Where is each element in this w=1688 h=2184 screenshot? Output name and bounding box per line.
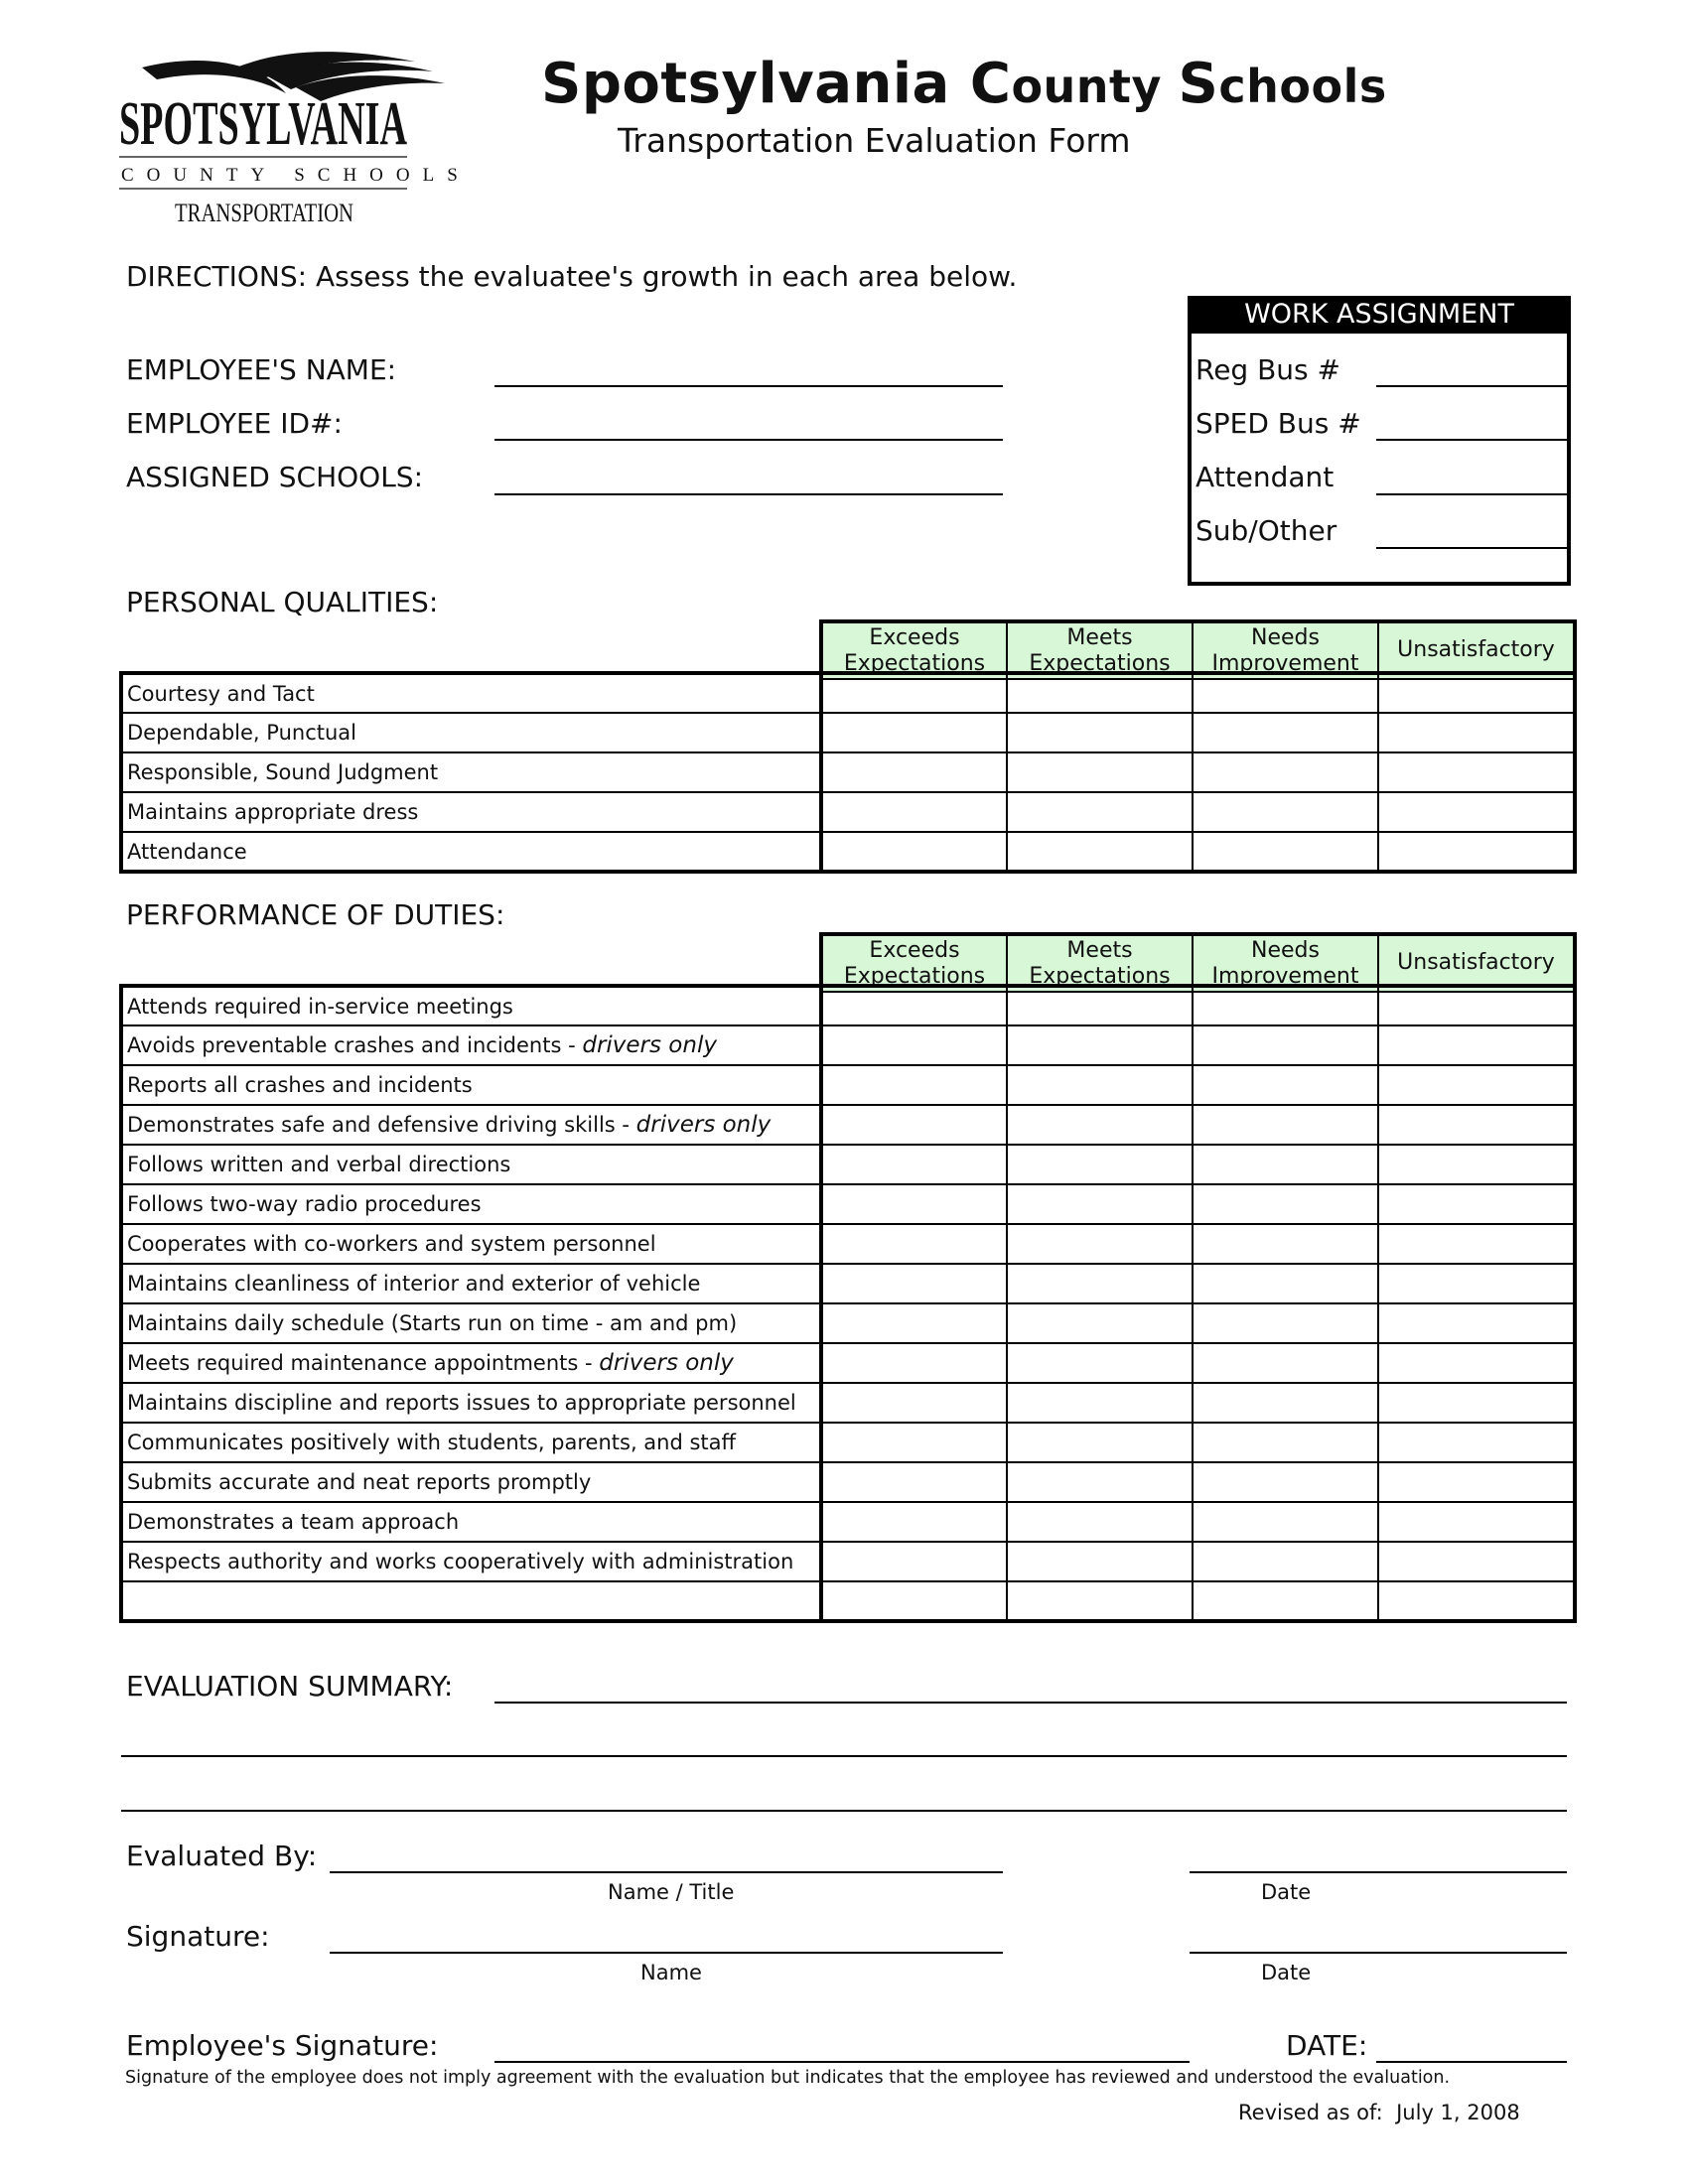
pd-item-label: Follows two-way radio procedures: [121, 1184, 821, 1224]
pd-header-unsat: Unsatisfactory: [1378, 934, 1575, 992]
pq-rating-cell-exceeds[interactable]: [821, 673, 1007, 713]
pq-item-label: Courtesy and Tact: [121, 673, 821, 713]
pd-item-label: Reports all crashes and incidents: [121, 1065, 821, 1105]
pd-rating-cell-meets[interactable]: [1007, 986, 1193, 1025]
pd-rating-cell-meets[interactable]: [1007, 1264, 1193, 1303]
pd-rating-cell-meets[interactable]: [1007, 1423, 1193, 1462]
pd-rating-cell-needs[interactable]: [1193, 1224, 1378, 1264]
pd-rating-cell-exceeds[interactable]: [821, 1303, 1007, 1343]
sub-other-label: Sub/Other: [1196, 514, 1337, 547]
pd-rating-cell-meets[interactable]: [1007, 1383, 1193, 1423]
pd-rating-cell-exceeds[interactable]: [821, 1105, 1007, 1145]
signature-date-field[interactable]: [1190, 1952, 1567, 1954]
pq-rating-cell-unsat[interactable]: [1378, 673, 1575, 713]
sped-bus-field[interactable]: [1376, 439, 1567, 441]
performance-table: [119, 984, 1577, 1623]
pq-rating-cell-meets[interactable]: [1007, 713, 1193, 752]
pd-row: [121, 1065, 1575, 1105]
pd-item-label: Attends required in-service meetings: [121, 986, 821, 1025]
employee-name-field[interactable]: [494, 385, 1003, 387]
pd-rating-cell-meets[interactable]: [1007, 1581, 1193, 1621]
pd-rating-cell-needs[interactable]: [1193, 1343, 1378, 1383]
pd-rating-cell-exceeds[interactable]: [821, 1423, 1007, 1462]
name-title-caption: Name / Title: [608, 1880, 735, 1904]
pd-rating-cell-meets[interactable]: [1007, 1184, 1193, 1224]
pq-rating-cell-needs[interactable]: [1193, 673, 1378, 713]
pd-rating-cell-exceeds[interactable]: [821, 1065, 1007, 1105]
pd-row: [121, 1462, 1575, 1502]
pd-row: [121, 1184, 1575, 1224]
pd-rating-cell-unsat[interactable]: [1378, 1145, 1575, 1184]
pd-rating-cell-unsat[interactable]: [1378, 1184, 1575, 1224]
evaluator-date-field[interactable]: [1190, 1871, 1567, 1873]
pd-item-label: Maintains discipline and reports issues to appropriate personnel: [121, 1383, 821, 1423]
pq-rating-cell-meets[interactable]: [1007, 832, 1193, 872]
employee-signature-field[interactable]: [494, 2061, 1190, 2063]
pd-item-label: Maintains cleanliness of interior and exterior of vehicle: [121, 1264, 821, 1303]
pd-rating-cell-unsat[interactable]: [1378, 1581, 1575, 1621]
pd-rating-cell-needs[interactable]: [1193, 1264, 1378, 1303]
employee-name-label: EMPLOYEE'S NAME:: [126, 353, 397, 386]
pd-header-meets: Meets Expectations: [1007, 934, 1193, 992]
pd-rating-cell-exceeds[interactable]: [821, 1462, 1007, 1502]
pd-rating-cell-meets[interactable]: [1007, 1065, 1193, 1105]
attendant-label: Attendant: [1196, 461, 1335, 493]
employee-date-label: DATE:: [1286, 2029, 1368, 2062]
pd-item-label: Respects authority and works cooperatively with administration: [121, 1542, 821, 1581]
summary-line-3[interactable]: [121, 1810, 1567, 1812]
performance-title: PERFORMANCE OF DUTIES:: [126, 898, 505, 931]
revised-label: Revised as of: July 1, 2008: [1238, 2101, 1520, 2124]
pd-row: [121, 1105, 1575, 1145]
pd-rating-cell-needs[interactable]: [1193, 1502, 1378, 1542]
pq-header-meets: Meets Expectations: [1007, 621, 1193, 679]
pq-rating-cell-exceeds[interactable]: [821, 713, 1007, 752]
pd-item-label: Meets required maintenance appointments - drivers only: [121, 1343, 821, 1383]
pq-rating-cell-exceeds[interactable]: [821, 792, 1007, 832]
pd-rating-cell-needs[interactable]: [1193, 1105, 1378, 1145]
pd-rating-cell-needs[interactable]: [1193, 1542, 1378, 1581]
pd-rating-cell-unsat[interactable]: [1378, 1462, 1575, 1502]
pd-rating-cell-meets[interactable]: [1007, 1025, 1193, 1065]
pq-rating-cell-needs[interactable]: [1193, 792, 1378, 832]
pq-row: [121, 832, 1575, 872]
attendant-field[interactable]: [1376, 493, 1567, 495]
pd-rating-cell-unsat[interactable]: [1378, 1383, 1575, 1423]
pd-item-label: Maintains daily schedule (Starts run on time - am and pm): [121, 1303, 821, 1343]
name-caption: Name: [640, 1961, 702, 1984]
pd-rating-cell-meets[interactable]: [1007, 1343, 1193, 1383]
pq-rating-cell-exceeds[interactable]: [821, 832, 1007, 872]
pd-rating-cell-unsat[interactable]: [1378, 1542, 1575, 1581]
pd-row: [121, 1145, 1575, 1184]
pd-rating-cell-needs[interactable]: [1193, 1423, 1378, 1462]
pd-row: [121, 1224, 1575, 1264]
employee-id-field[interactable]: [494, 439, 1003, 441]
pd-rating-cell-unsat[interactable]: [1378, 1025, 1575, 1065]
pd-rating-cell-needs[interactable]: [1193, 1581, 1378, 1621]
logo-text: SPOTSYLVANIA: [119, 90, 408, 158]
drivers-only-note: drivers only: [582, 1032, 717, 1058]
signature-label: Signature:: [126, 1920, 270, 1953]
summary-line-2[interactable]: [121, 1755, 1567, 1757]
reg-bus-label: Reg Bus #: [1196, 353, 1341, 386]
pq-row: [121, 792, 1575, 832]
pd-rating-cell-unsat[interactable]: [1378, 1065, 1575, 1105]
evaluation-summary-title: EVALUATION SUMMARY:: [126, 1670, 454, 1703]
pd-rating-cell-needs[interactable]: [1193, 1303, 1378, 1343]
pq-rating-cell-unsat[interactable]: [1378, 792, 1575, 832]
pq-rating-cell-unsat[interactable]: [1378, 713, 1575, 752]
pd-rating-cell-unsat[interactable]: [1378, 986, 1575, 1025]
pq-row: [121, 713, 1575, 752]
pq-item-label: Responsible, Sound Judgment: [121, 752, 821, 792]
pd-item-label: Communicates positively with students, parents, and staff: [121, 1423, 821, 1462]
pq-header-exceeds: Exceeds Expectations: [821, 621, 1007, 679]
pd-rating-cell-exceeds[interactable]: [821, 1383, 1007, 1423]
personal-qualities-title: PERSONAL QUALITIES:: [126, 586, 439, 618]
pd-item-label: Follows written and verbal directions: [121, 1145, 821, 1184]
employee-signature-label: Employee's Signature:: [126, 2029, 439, 2062]
pd-row: [121, 1581, 1575, 1621]
pd-rating-cell-meets[interactable]: [1007, 1502, 1193, 1542]
pd-rating-cell-needs[interactable]: [1193, 1462, 1378, 1502]
pd-rating-cell-unsat[interactable]: [1378, 1423, 1575, 1462]
sub-other-field[interactable]: [1376, 547, 1567, 549]
pd-rating-cell-meets[interactable]: [1007, 1542, 1193, 1581]
pd-rating-cell-meets[interactable]: [1007, 1224, 1193, 1264]
pq-rating-cell-meets[interactable]: [1007, 792, 1193, 832]
pq-row: [121, 673, 1575, 713]
assigned-schools-field[interactable]: [494, 493, 1003, 495]
pd-rating-cell-exceeds[interactable]: [821, 1264, 1007, 1303]
personal-qualities-table: [119, 671, 1577, 874]
signature-field[interactable]: [330, 1952, 1003, 1954]
pd-rating-cell-exceeds[interactable]: [821, 1145, 1007, 1184]
disclaimer-text: Signature of the employee does not imply agreement with the evaluation but indicates that the employee has reviewed and understood the evaluation.: [125, 2068, 1451, 2088]
pq-header-needs: Needs Improvement: [1193, 621, 1378, 679]
logo-dept: TRANSPORTATION: [175, 199, 354, 227]
pd-rating-cell-exceeds[interactable]: [821, 1224, 1007, 1264]
pd-rating-cell-unsat[interactable]: [1378, 1303, 1575, 1343]
district-logo: [117, 50, 471, 233]
pd-rating-cell-meets[interactable]: [1007, 1105, 1193, 1145]
pd-rating-cell-unsat[interactable]: [1378, 1105, 1575, 1145]
pd-rating-cell-unsat[interactable]: [1378, 1343, 1575, 1383]
pd-row: [121, 1025, 1575, 1065]
pq-header-unsat: Unsatisfactory: [1378, 621, 1575, 679]
summary-line-1[interactable]: [494, 1702, 1567, 1704]
pq-rating-cell-unsat[interactable]: [1378, 752, 1575, 792]
pq-rating-cell-meets[interactable]: [1007, 673, 1193, 713]
pd-rating-cell-exceeds[interactable]: [821, 1184, 1007, 1224]
pd-rating-cell-needs[interactable]: [1193, 1065, 1378, 1105]
pd-row: [121, 1303, 1575, 1343]
pd-rating-cell-exceeds[interactable]: [821, 1025, 1007, 1065]
pd-row: [121, 1264, 1575, 1303]
pq-row: [121, 752, 1575, 792]
sped-bus-label: SPED Bus #: [1196, 407, 1361, 440]
pd-rating-cell-needs[interactable]: [1193, 986, 1378, 1025]
pq-rating-cell-meets[interactable]: [1007, 752, 1193, 792]
pq-rating-cell-needs[interactable]: [1193, 752, 1378, 792]
pd-item-label: Cooperates with co-workers and system personnel: [121, 1224, 821, 1264]
assigned-schools-label: ASSIGNED SCHOOLS:: [126, 461, 424, 493]
employee-date-field[interactable]: [1376, 2061, 1567, 2063]
page-title: Spotsylvania County Schools: [541, 52, 1387, 116]
work-assignment-title: WORK ASSIGNMENT: [1188, 296, 1571, 334]
pq-rating-cell-unsat[interactable]: [1378, 832, 1575, 872]
pq-rating-cell-exceeds[interactable]: [821, 752, 1007, 792]
drivers-only-note: drivers only: [599, 1350, 734, 1376]
pd-header-exceeds: Exceeds Expectations: [821, 934, 1007, 992]
pd-row: [121, 986, 1575, 1025]
pd-rating-cell-meets[interactable]: [1007, 1303, 1193, 1343]
pq-rating-cell-needs[interactable]: [1193, 832, 1378, 872]
directions-text: DIRECTIONS: Assess the evaluatee's growth in each area below.: [126, 260, 1018, 293]
pd-rating-cell-exceeds[interactable]: [821, 986, 1007, 1025]
drivers-only-note: drivers only: [635, 1112, 772, 1138]
evaluator-date-caption: Date: [1261, 1880, 1312, 1904]
page-subtitle: Transportation Evaluation Form: [618, 121, 1131, 160]
reg-bus-field[interactable]: [1376, 385, 1567, 387]
pd-header-needs: Needs Improvement: [1193, 934, 1378, 992]
pq-item-label: Attendance: [121, 832, 821, 872]
pq-item-label: Maintains appropriate dress: [121, 792, 821, 832]
pd-item-label: [121, 1581, 821, 1621]
pd-rating-cell-exceeds[interactable]: [821, 1581, 1007, 1621]
pd-row: [121, 1343, 1575, 1383]
logo-sub: COUNTY SCHOOLS: [121, 165, 471, 186]
pd-rating-cell-exceeds[interactable]: [821, 1343, 1007, 1383]
evaluator-name-field[interactable]: [330, 1871, 1003, 1873]
pd-rating-cell-needs[interactable]: [1193, 1145, 1378, 1184]
pq-rating-cell-needs[interactable]: [1193, 713, 1378, 752]
pq-item-label: Dependable, Punctual: [121, 713, 821, 752]
pd-row: [121, 1502, 1575, 1542]
pd-rating-cell-unsat[interactable]: [1378, 1502, 1575, 1542]
pd-item-label: Avoids preventable crashes and incidents - drivers only: [121, 1025, 821, 1065]
pd-rating-cell-exceeds[interactable]: [821, 1502, 1007, 1542]
signature-date-caption: Date: [1261, 1961, 1312, 1984]
pd-rating-cell-needs[interactable]: [1193, 1184, 1378, 1224]
evaluated-by-label: Evaluated By:: [126, 1840, 318, 1872]
pd-rating-cell-needs[interactable]: [1193, 1383, 1378, 1423]
pd-rating-cell-meets[interactable]: [1007, 1462, 1193, 1502]
pd-row: [121, 1383, 1575, 1423]
pd-row: [121, 1542, 1575, 1581]
pd-item-label: Demonstrates safe and defensive driving skills - drivers only: [121, 1105, 821, 1145]
pd-rating-cell-needs[interactable]: [1193, 1025, 1378, 1065]
pd-rating-cell-unsat[interactable]: [1378, 1224, 1575, 1264]
employee-id-label: EMPLOYEE ID#:: [126, 407, 343, 440]
pd-row: [121, 1423, 1575, 1462]
pd-item-label: Demonstrates a team approach: [121, 1502, 821, 1542]
pd-rating-cell-meets[interactable]: [1007, 1145, 1193, 1184]
pd-item-label: Submits accurate and neat reports promptly: [121, 1462, 821, 1502]
pd-rating-cell-exceeds[interactable]: [821, 1542, 1007, 1581]
pd-rating-cell-unsat[interactable]: [1378, 1264, 1575, 1303]
